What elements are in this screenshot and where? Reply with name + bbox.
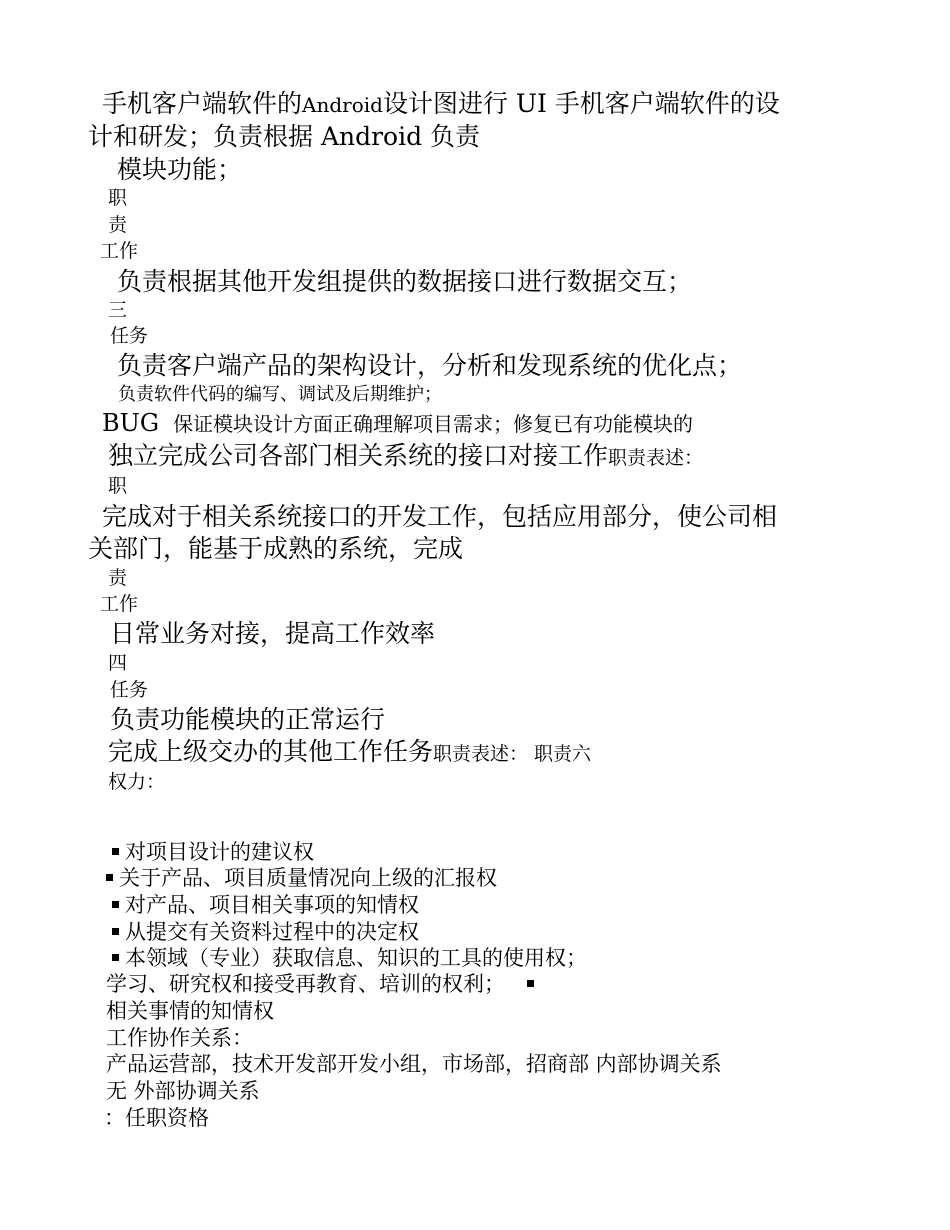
module-running-text: 负责功能模块的正常运行 <box>110 705 386 734</box>
task-label: 任务 <box>110 325 149 347</box>
right-item-text: 从提交有关资料过程中的决定权 <box>125 920 419 944</box>
intro-line-1 <box>102 90 780 119</box>
right-item <box>106 866 497 890</box>
bullet-icon <box>112 928 119 935</box>
code-maintenance-text: 负责软件代码的编写、调试及后期维护； <box>118 384 442 405</box>
android-word: Android <box>302 93 383 117</box>
vertical-label-gongzuo: 工作 <box>100 240 139 262</box>
right-item-text: 关于产品、项目质量情况向上级的汇报权 <box>119 866 497 890</box>
bullet-icon <box>112 848 119 855</box>
study-right-line <box>106 972 540 996</box>
vertical-label-gongzuo-2: 工作 <box>100 593 139 615</box>
independent-text: 独立完成公司各部门相关系统的接口对接工作 <box>108 441 609 470</box>
bullet-icon <box>106 874 113 881</box>
related-matters-text: 相关事情的知情权 <box>106 999 274 1023</box>
bullet-icon <box>112 901 119 908</box>
duty-six-label: 职责表述： 职责六 <box>433 743 592 765</box>
vertical-label-ze-2: 责 <box>108 567 128 589</box>
right-item <box>112 946 587 970</box>
data-interface-text: 负责根据其他开发组提供的数据接口进行数据交互； <box>117 267 693 296</box>
authority-heading: 权力： <box>108 771 166 793</box>
right-item <box>112 920 419 944</box>
bullet-icon <box>527 980 534 987</box>
intro-text-b: 设计图进行 UI 手机客户端软件的设 <box>382 89 780 118</box>
module-function-text: 模块功能； <box>117 155 243 184</box>
study-right-text: 学习、研究权和接受再教育、培训的权利； <box>106 972 505 996</box>
task-label-2: 任务 <box>110 679 149 701</box>
bug-label: BUG <box>102 409 160 437</box>
complete-line-1: 完成对于相关系统接口的开发工作，包括应用部分，使公司相 <box>102 502 778 531</box>
independent-line <box>108 442 703 471</box>
duty-statement-label: 职责表述： <box>608 447 704 469</box>
superior-tasks-text: 完成上级交办的其他工作任务 <box>108 737 434 766</box>
bug-line <box>102 410 693 438</box>
section-number-si: 四 <box>108 652 128 674</box>
intro-line-2: 计和研发；负责根据 Android 负责 <box>88 122 481 151</box>
right-item <box>112 840 314 864</box>
work-relations-heading: 工作协作关系： <box>106 1026 253 1050</box>
superior-tasks-line <box>108 738 591 767</box>
external-relations-text: 无 外部协调关系 <box>106 1079 260 1103</box>
right-item-text: 对项目设计的建议权 <box>125 840 314 864</box>
qualification-heading: ：任职资格 <box>104 1106 209 1130</box>
bug-text: 保证模块设计方面正确理解项目需求；修复已有功能模块的 <box>173 412 694 436</box>
vertical-label-zhi: 职 <box>108 187 128 209</box>
vertical-label-zhi-2: 职 <box>108 475 128 497</box>
vertical-label-ze: 责 <box>108 214 128 236</box>
intro-text-a: 手机客户端软件的 <box>102 89 303 118</box>
architecture-text: 负责客户端产品的架构设计，分析和发现系统的优化点； <box>117 351 743 380</box>
daily-business-text: 日常业务对接，提高工作效率 <box>110 619 436 648</box>
section-number-san: 三 <box>108 299 128 321</box>
complete-line-2: 关部门，能基于成熟的系统，完成 <box>88 534 464 563</box>
right-item-text: 对产品、项目相关事项的知情权 <box>125 893 419 917</box>
right-item <box>112 893 419 917</box>
internal-relations-text: 产品运营部，技术开发部开发小组，市场部，招商部 内部协调关系 <box>106 1052 722 1076</box>
right-item-text: 本领域（专业）获取信息、知识的工具的使用权； <box>125 946 587 970</box>
bullet-icon <box>112 954 119 961</box>
